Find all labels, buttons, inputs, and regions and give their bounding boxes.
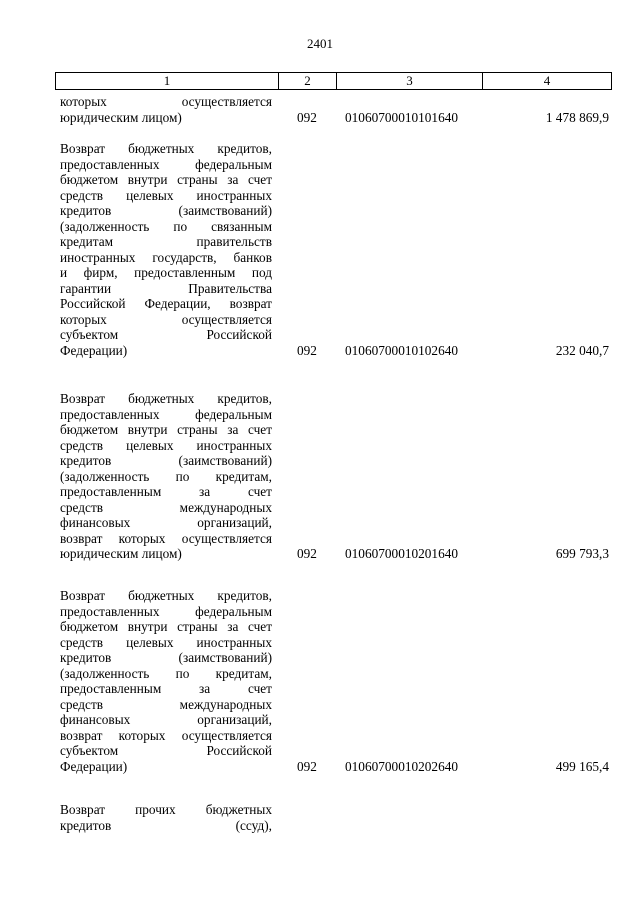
row-description <box>60 391 272 562</box>
description-line: субъектом Российской <box>60 743 272 758</box>
description-line: (задолженность по кредитам, <box>60 665 272 681</box>
column-header-3: 3 <box>337 73 483 90</box>
description-line: бюджетом внутри страны за счет <box>60 422 272 437</box>
column-header-1: 1 <box>56 73 279 90</box>
description-line: Российской Федерации, возврат <box>60 296 272 311</box>
description-line: кредитов (заимствований) <box>60 453 272 468</box>
row-amount: 699 793,3 <box>555 546 609 561</box>
description-line: средств международных <box>60 499 272 515</box>
row-description <box>60 588 272 774</box>
description-line: субъектом Российской <box>60 327 272 342</box>
description-line: бюджетом внутри страны за счет <box>60 619 272 634</box>
description-line: юридическим лицом) <box>60 109 182 125</box>
description-line: кредитов (заимствований) <box>60 203 272 218</box>
description-line: бюджетом внутри страны за счет <box>60 172 272 187</box>
description-line: Возврат бюджетных кредитов, <box>60 588 272 603</box>
row-classification-code: 01060700010101640 <box>345 109 459 125</box>
description-line: средств международных <box>60 696 272 712</box>
description-line: Федерации) <box>60 342 128 358</box>
description-line: Федерации) <box>60 758 128 774</box>
description-line: предоставленных федеральным <box>60 156 272 172</box>
row-description <box>60 141 272 358</box>
description-line: средств целевых иностранных <box>60 634 272 650</box>
column-header-row <box>55 72 612 90</box>
description-line: средств целевых иностранных <box>60 187 272 203</box>
column-header-4: 4 <box>483 73 612 90</box>
description-line: предоставленным за счет <box>60 484 272 499</box>
row-classification-code: 01060700010201640 <box>345 546 459 561</box>
description-line: которых осуществляется <box>60 94 272 109</box>
row-classification-code: 01060700010202640 <box>345 758 459 774</box>
description-line: гарантии Правительства <box>60 280 272 296</box>
row-description <box>60 94 272 125</box>
column-header-2: 2 <box>279 73 337 90</box>
description-line: которых осуществляется <box>60 311 272 327</box>
description-line: финансовых организаций, <box>60 712 272 727</box>
row-amount: 232 040,7 <box>555 342 609 358</box>
row-admin-code: 092 <box>297 758 317 774</box>
row-classification-code: 01060700010102640 <box>345 342 459 358</box>
row-admin-code: 092 <box>297 342 317 358</box>
description-line: возврат которых осуществляется <box>60 727 272 743</box>
description-line: средств целевых иностранных <box>60 437 272 453</box>
description-line: кредитов (заимствований) <box>60 650 272 665</box>
description-line: юридическим лицом) <box>60 546 182 561</box>
page-number: 2401 <box>307 36 333 51</box>
description-line: Возврат бюджетных кредитов, <box>60 141 272 156</box>
description-line: (задолженность по связанным <box>60 218 272 234</box>
description-line: кредитов (ссуд), <box>60 817 272 833</box>
row-amount: 499 165,4 <box>555 758 609 774</box>
description-line: предоставленных федеральным <box>60 603 272 619</box>
description-line: иностранных государств, банков <box>60 249 272 265</box>
row-admin-code: 092 <box>297 109 317 125</box>
description-line: кредитам правительств <box>60 234 272 249</box>
description-line: финансовых организаций, <box>60 515 272 530</box>
description-line: предоставленных федеральным <box>60 406 272 422</box>
description-line: возврат которых осуществляется <box>60 530 272 546</box>
row-admin-code: 092 <box>297 546 317 561</box>
description-line: Возврат прочих бюджетных <box>60 802 272 817</box>
row-amount: 1 478 869,9 <box>545 109 609 125</box>
description-line: (задолженность по кредитам, <box>60 468 272 484</box>
description-line: Возврат бюджетных кредитов, <box>60 391 272 406</box>
description-line: и фирм, предоставленным под <box>60 265 272 280</box>
row-description <box>60 802 272 833</box>
description-line: предоставленным за счет <box>60 681 272 696</box>
